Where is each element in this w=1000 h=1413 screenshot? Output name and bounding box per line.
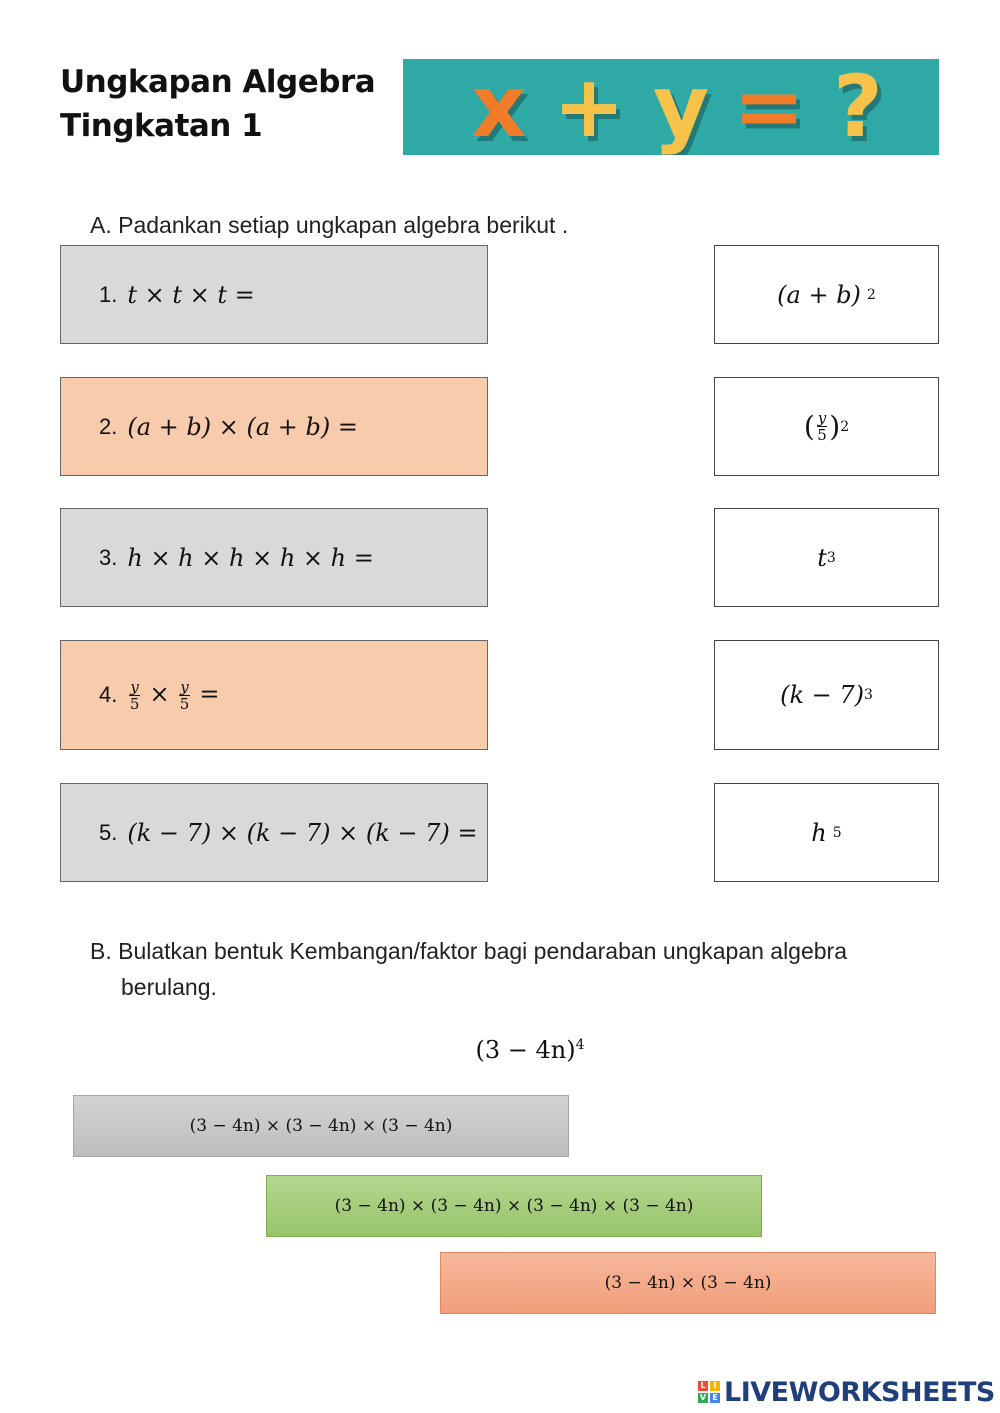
answer-5[interactable] bbox=[714, 783, 939, 882]
question-1[interactable] bbox=[60, 245, 488, 344]
fraction-numerator: y bbox=[817, 409, 827, 427]
answer-exponent: 3 bbox=[863, 687, 873, 703]
logo-letter: L bbox=[698, 1381, 708, 1391]
answer-exponent: 2 bbox=[840, 418, 850, 435]
answer-base: (k − 7) bbox=[780, 681, 864, 709]
question-2[interactable] bbox=[60, 377, 488, 476]
question-number: 2. bbox=[99, 413, 118, 439]
target-expression bbox=[0, 1036, 1000, 1064]
question-4[interactable] bbox=[60, 640, 488, 750]
question-expression: (a + b) × (a + b) = bbox=[127, 412, 358, 441]
question-expression bbox=[127, 679, 219, 712]
answer-exponent: 2 bbox=[866, 286, 876, 303]
question-3[interactable] bbox=[60, 508, 488, 607]
liveworksheets-logo bbox=[698, 1374, 995, 1410]
option-text: (3 − 4n) × (3 − 4n) × (3 − 4n) bbox=[189, 1116, 453, 1136]
question-5[interactable] bbox=[60, 783, 488, 882]
page-title bbox=[60, 60, 375, 148]
target-base: (3 − 4n) bbox=[475, 1036, 576, 1064]
question-expression: (k − 7) × (k − 7) × (k − 7) = bbox=[127, 818, 478, 847]
banner-equals: = bbox=[733, 59, 806, 155]
brand-name: LIVEWORKSHEETS bbox=[724, 1376, 995, 1408]
option-three-factors[interactable] bbox=[73, 1095, 569, 1157]
logo-icon bbox=[698, 1381, 720, 1403]
fraction bbox=[817, 410, 827, 443]
answer-base: h bbox=[811, 818, 827, 847]
fraction-numerator: y bbox=[130, 677, 139, 696]
title-line-1: Ungkapan Algebra bbox=[60, 64, 376, 100]
answer-exponent: 5 bbox=[832, 824, 842, 841]
answer-base: t bbox=[817, 543, 827, 572]
question-expression: t × t × t = bbox=[127, 280, 255, 309]
fraction-denominator: 5 bbox=[179, 694, 190, 713]
fraction-denominator: 5 bbox=[129, 694, 140, 713]
left-paren: ( bbox=[803, 410, 815, 443]
option-four-factors[interactable] bbox=[266, 1175, 762, 1237]
option-text: (3 − 4n) × (3 − 4n) × (3 − 4n) × (3 − 4n) bbox=[334, 1196, 694, 1216]
banner-x: x bbox=[471, 59, 527, 155]
question-number: 1. bbox=[99, 281, 118, 307]
fraction bbox=[129, 679, 139, 712]
times-sign: × bbox=[149, 679, 170, 708]
logo-letter: I bbox=[710, 1381, 720, 1391]
option-two-factors[interactable] bbox=[440, 1252, 936, 1314]
logo-letter: E bbox=[710, 1393, 720, 1403]
answer-base: (a + b) bbox=[777, 280, 861, 309]
question-number: 5. bbox=[99, 819, 118, 845]
equals-sign: = bbox=[199, 679, 220, 708]
banner-plus: + bbox=[553, 59, 626, 155]
right-paren: ) bbox=[829, 410, 841, 443]
banner-y: y bbox=[653, 59, 710, 155]
fraction-numerator: y bbox=[180, 677, 189, 696]
section-b-line-1: B. Bulatkan bentuk Kembangan/faktor bagi pendaraban ungkapan algebra bbox=[90, 938, 848, 964]
question-number: 4. bbox=[99, 682, 118, 707]
banner-image bbox=[403, 59, 939, 155]
answer-4[interactable] bbox=[714, 640, 939, 750]
target-exponent: 4 bbox=[575, 1037, 585, 1053]
option-text: (3 − 4n) × (3 − 4n) bbox=[604, 1273, 772, 1293]
section-a-instruction: A. Padankan setiap ungkapan algebra berikut . bbox=[90, 212, 569, 238]
banner-question: ? bbox=[833, 59, 883, 155]
answer-exponent: 3 bbox=[826, 549, 836, 566]
section-b-line-2: berulang. bbox=[121, 974, 217, 1000]
question-expression: h × h × h × h × h = bbox=[127, 543, 374, 572]
title-line-2: Tingkatan 1 bbox=[60, 108, 263, 144]
answer-2[interactable] bbox=[714, 377, 939, 476]
section-b-instruction bbox=[90, 933, 847, 1005]
logo-letter: V bbox=[699, 1393, 707, 1402]
answer-3[interactable] bbox=[714, 508, 939, 607]
question-number: 3. bbox=[99, 544, 118, 570]
fraction-denominator: 5 bbox=[817, 426, 827, 444]
fraction bbox=[179, 679, 189, 712]
answer-1[interactable] bbox=[714, 245, 939, 344]
